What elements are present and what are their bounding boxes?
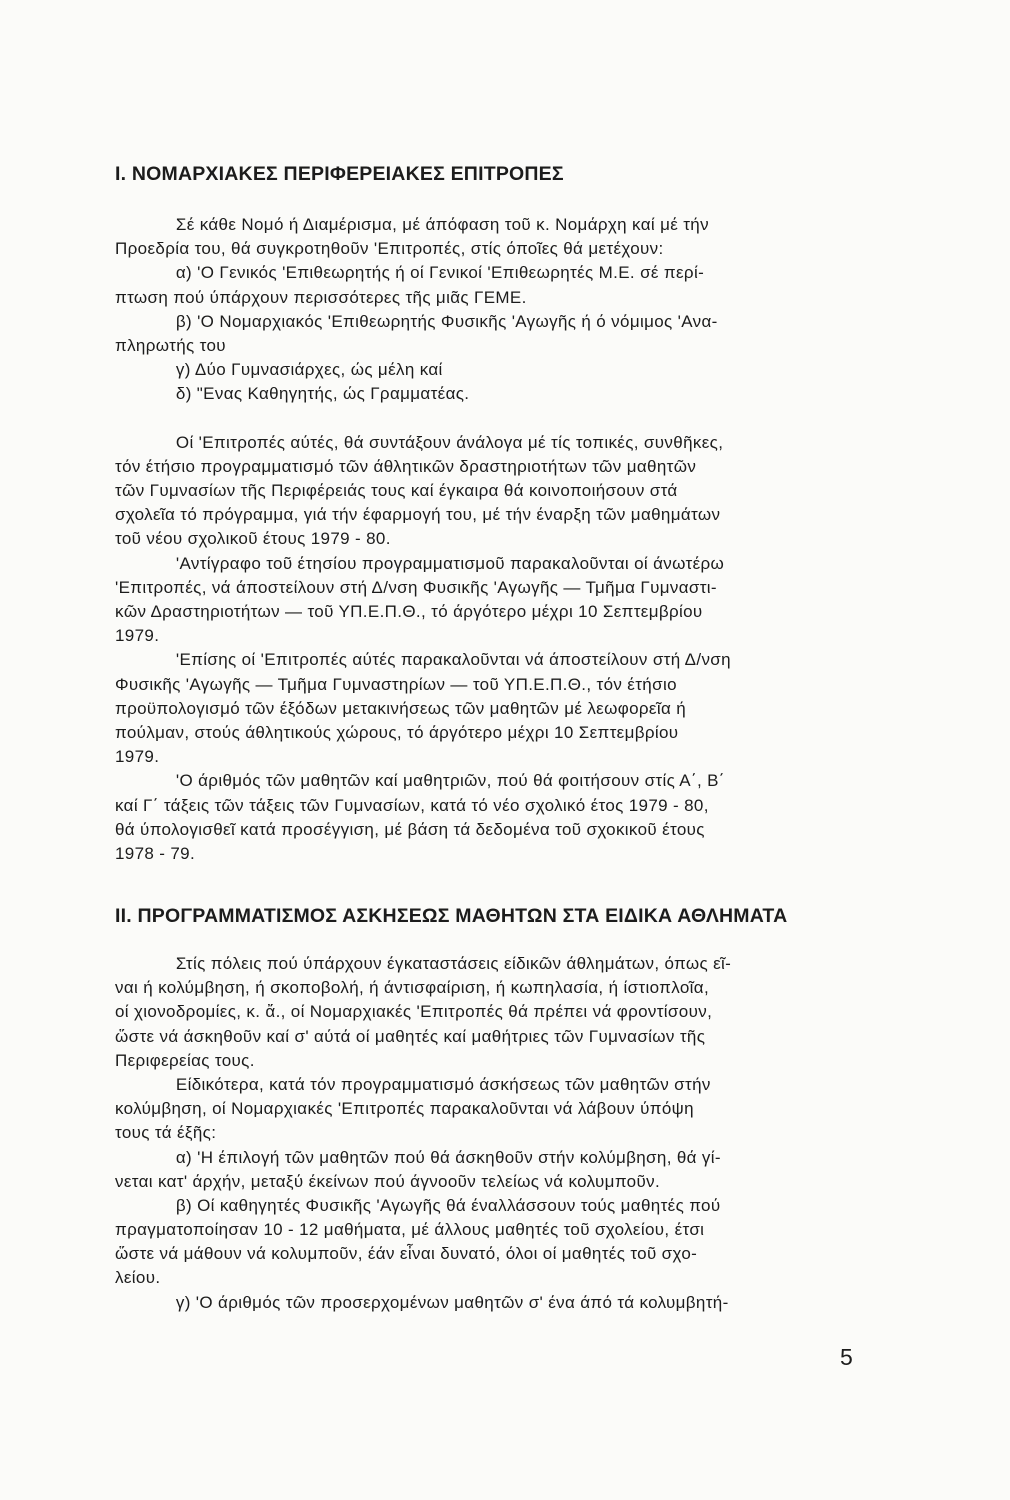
text-line: Φυσικῆς 'Αγωγῆς — Τμῆμα Γυμναστηρίων — τοῦ ΥΠ.Ε.Π.Θ., τόν έτήσιο	[115, 674, 677, 694]
text-line: Οί 'Επιτροπές αύτές, θά συντάξουν άνάλογα μέ τίς τοπικές, συνθῆκες,	[115, 432, 724, 452]
text-line: 1979.	[115, 747, 160, 767]
text-line: πούλμαν, στούς άθλητικούς χώρους, τό άργότερο μέχρι 10 Σεπτεμβρίου	[115, 722, 679, 742]
text-line: σχολεῖα τό πρόγραμμα, γιά τήν έφαρμογή του, μέ τήν έναρξη τῶν μαθημάτων	[115, 505, 721, 525]
text-line: γ) Δύο Γυμνασιάρχες, ώς μέλη καί	[115, 360, 443, 380]
text-line: προϋπολογισμό τῶν έξόδων μετακινήσεως τῶν μαθητῶν μέ λεωφορεῖα ή	[115, 698, 687, 718]
text-line: 1978 - 79.	[115, 843, 196, 863]
text-line: 'Ο άριθμός τῶν μαθητῶν καί μαθητριῶν, πού θά φοιτήσουν στίς Α΄, Β΄	[115, 771, 725, 791]
text-line: Είδικότερα, κατά τόν προγραμματισμό άσκήσεως τῶν μαθητῶν στήν	[115, 1074, 711, 1094]
text-line: δ) "Ενας Καθηγητής, ώς Γραμματέας.	[115, 384, 470, 404]
text-line: ναι ή κολύμβηση, ή σκοποβολή, ή άντισφαίριση, ή κωπηλασία, ή ίστιοπλοῖα,	[115, 978, 710, 998]
text-line: πραγματοποίησαν 10 - 12 μαθήματα, μέ άλλους μαθητές τοῦ σχολείου, έτσι	[115, 1220, 705, 1240]
text-line: β) Οί καθηγητές Φυσικῆς 'Αγωγῆς θά έναλλάσσουν τούς μαθητές πού	[115, 1195, 721, 1215]
section-1-body	[115, 213, 861, 866]
text-line: τόν έτήσιο προγραμματισμό τῶν άθλητικῶν δραστηριοτήτων τῶν μαθητῶν	[115, 456, 697, 476]
text-line: 'Επιτροπές, νά άποστείλουν στή Δ/νση Φυσικῆς 'Αγωγῆς — Τμῆμα Γυμναστι-	[115, 577, 717, 597]
text-line: πτωση πού ύπάρχουν περισσότερες τῆς μιᾶς ΓΕΜΕ.	[115, 287, 527, 307]
text-line: Σέ κάθε Νομό ή Διαμέρισμα, μέ άπόφαση τοῦ κ. Νομάρχη καί μέ τήν	[115, 215, 709, 234]
text-line: 'Επίσης οί 'Επιτροπές αύτές παρακαλοῦνται νά άποστείλουν στή Δ/νση	[115, 650, 731, 670]
text-line	[115, 407, 861, 431]
text-line: νεται κατ' άρχήν, μεταξύ έκείνων πού άγνοοῦν τελείως νά κολυμποῦν.	[115, 1171, 661, 1191]
text-line: πληρωτής του	[115, 335, 226, 355]
text-line: γ) 'Ο άριθμός τῶν προσερχομένων μαθητῶν σ' ένα άπό τά κολυμβητή-	[115, 1292, 729, 1312]
text-line: λείου.	[115, 1268, 161, 1288]
text-line: β) 'Ο Νομαρχιακός 'Επιθεωρητής Φυσικῆς 'Αγωγῆς ή ό νόμιμος 'Ανα-	[115, 311, 718, 331]
text-line: ὥστε νά μάθουν νά κολυμποῦν, έάν εἶναι δυνατό, όλοι οί μαθητές τοῦ σχο-	[115, 1244, 698, 1264]
text-line: τους τά έξῆς:	[115, 1123, 217, 1143]
text-line: 1979.	[115, 626, 160, 646]
text-line: κολύμβηση, οί Νομαρχιακές 'Επιτροπές παρακαλοῦνται νά λάβουν ύπόψη	[115, 1099, 694, 1119]
text-line: Περιφερείας τους.	[115, 1050, 255, 1070]
text-line: τῶν Γυμνασίων τῆς Περιφέρειάς τους καί έγκαιρα θά κοινοποιήσουν στά	[115, 481, 678, 501]
text-line: θά ύπολογισθεῖ κατά προσέγγιση, μέ βάση τά δεδομένα τοῦ σχοκικοῦ έτους	[115, 819, 705, 839]
section-2-body	[115, 952, 861, 1315]
text-line: 'Αντίγραφο τοῦ έτησίου προγραμματισμοῦ παρακαλοῦνται οί άνωτέρω	[115, 553, 725, 573]
text-line: τοῦ νέου σχολικοῦ έτους 1979 - 80.	[115, 529, 391, 549]
section-1-heading: I. ΝΟΜΑΡΧΙΑΚΕΣ ΠΕΡΙΦΕΡΕΙΑΚΕΣ ΕΠΙΤΡΟΠΕΣ	[115, 163, 564, 185]
text-line: α) 'Η έπιλογή τῶν μαθητῶν πού θά άσκηθοῦν στήν κολύμβηση, θά γί-	[115, 1147, 721, 1167]
page-number: 5	[840, 1344, 853, 1370]
section-2-heading: II. ΠΡΟΓΡΑΜΜΑΤΙΣΜΟΣ ΑΣΚΗΣΕΩΣ ΜΑΘΗΤΩΝ ΣΤΑ ΕΙΔΙΚΑ ΑΘΛΗΜΑΤΑ	[115, 905, 788, 927]
text-line: ὥστε νά άσκηθοῦν καί σ' αύτά οί μαθητές καί μαθήτριες τῶν Γυμνασίων τῆς	[115, 1026, 706, 1046]
text-line: καί Γ΄ τάξεις τῶν τάξεις τῶν Γυμνασίων, κατά τό νέο σχολικό έτος 1979 - 80,	[115, 795, 709, 815]
text-line: κῶν Δραστηριοτήτων — τοῦ ΥΠ.Ε.Π.Θ., τό άργότερο μέχρι 10 Σεπτεμβρίου	[115, 602, 703, 621]
text-line: Στίς πόλεις πού ύπάρχουν έγκαταστάσεις είδικῶν άθλημάτων, όπως εῖ-	[115, 954, 732, 973]
text-line: α) 'Ο Γενικός 'Επιθεωρητής ή οί Γενικοί 'Επιθεωρητές Μ.Ε. σέ περί-	[115, 263, 705, 283]
text-line: οί χιονοδρομίες, κ. ἄ., οί Νομαρχιακές 'Επιτροπές θά πρέπει νά φροντίσουν,	[115, 1002, 713, 1022]
text-line: Προεδρία του, θά συγκροτηθοῦν 'Επιτροπές, στίς όποῖες θά μετέχουν:	[115, 239, 664, 259]
